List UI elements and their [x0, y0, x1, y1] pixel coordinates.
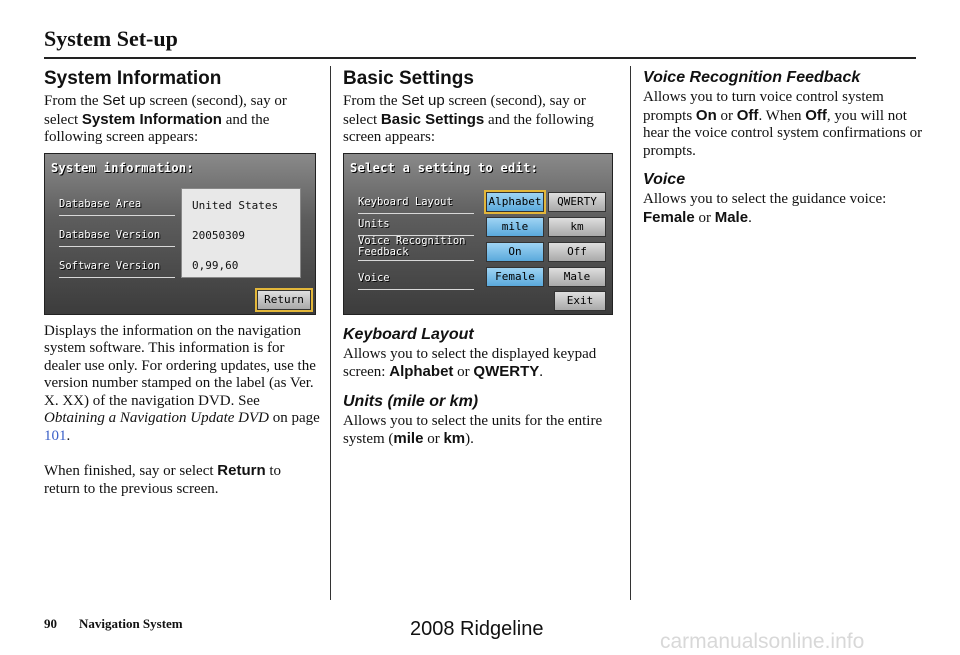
footer-label: Navigation System	[79, 616, 183, 631]
units-label: Units	[358, 216, 474, 237]
voice-heading: Voice	[643, 171, 686, 188]
system-information-heading: System Information	[44, 68, 222, 89]
software-version-value: 0,99,60	[192, 258, 239, 272]
basic-settings-screen	[343, 153, 613, 315]
system-information-column	[44, 68, 320, 498]
exit-button[interactable]: Exit	[554, 291, 606, 311]
male-button[interactable]: Male	[548, 267, 606, 287]
mile-button[interactable]: mile	[486, 217, 544, 237]
on-button[interactable]: On	[486, 242, 544, 262]
basic-settings-heading: Basic Settings	[343, 68, 474, 89]
database-area-label: Database Area	[59, 196, 175, 217]
keyboard-layout-text: Allows you to select the displayed keypad screen: Alphabet or QWERTY.	[343, 345, 597, 380]
page-number: 90	[44, 616, 57, 631]
keyboard-layout-label: Keyboard Layout	[358, 194, 474, 215]
column-divider	[330, 66, 331, 600]
basic-settings-intro: From the Set up screen (second), say or select Basic Settings and the following screen appears:	[343, 92, 594, 145]
system-information-intro: From the Set up screen (second), say or select System Information and the following screen appears:	[44, 92, 287, 145]
off-button[interactable]: Off	[548, 242, 606, 262]
column-divider	[630, 66, 631, 600]
database-version-value: 20050309	[192, 228, 245, 242]
database-area-value: United States	[192, 198, 279, 212]
return-button[interactable]: Return	[257, 290, 311, 310]
page-link[interactable]: 101	[44, 427, 67, 444]
site-watermark: carmanualsonline.info	[660, 630, 865, 653]
units-text: Allows you to select the units for the entire system (mile or km).	[343, 412, 603, 447]
title-rule	[44, 57, 916, 59]
voice-recognition-feedback-label: Voice Recognition Feedback	[358, 236, 474, 261]
screen-title: Select a setting to edit:	[350, 160, 539, 175]
screen-title: System information:	[51, 160, 194, 175]
basic-settings-column	[343, 68, 619, 449]
system-information-screen	[44, 153, 316, 315]
alphabet-button[interactable]: Alphabet	[486, 192, 544, 212]
female-button[interactable]: Female	[486, 267, 544, 287]
voice-label: Voice	[358, 270, 474, 291]
voice-column	[643, 68, 923, 227]
voice-recognition-feedback-text: Allows you to turn voice control system prompts On or Off. When Off, you will not hear the voice control system confirmations or prompts.	[643, 89, 923, 159]
keyboard-layout-heading: Keyboard Layout	[343, 325, 474, 343]
return-instruction: When finished, say or select Return to return to the previous screen.	[44, 462, 282, 497]
model-watermark: 2008 Ridgeline	[410, 618, 544, 640]
qwerty-button[interactable]: QWERTY	[548, 192, 606, 212]
software-version-label: Software Version	[59, 258, 175, 279]
km-button[interactable]: km	[548, 217, 606, 237]
voice-text: Allows you to select the guidance voice: Female or Male.	[643, 191, 887, 226]
database-version-label: Database Version	[59, 227, 175, 248]
units-heading: Units (mile or km)	[343, 392, 479, 410]
voice-recognition-feedback-heading: Voice Recognition Feedback	[643, 69, 861, 86]
info-box	[181, 188, 301, 278]
system-information-description: Displays the information on the navigation system software. This information is for dealer use only. For ordering updates, use the version number stamped on the label (as Ver. X. XX) of the navigation DVD. See Obtaining a Navigation Update DVD on page 101.	[44, 322, 320, 444]
page-title: System Set-up	[44, 26, 178, 51]
